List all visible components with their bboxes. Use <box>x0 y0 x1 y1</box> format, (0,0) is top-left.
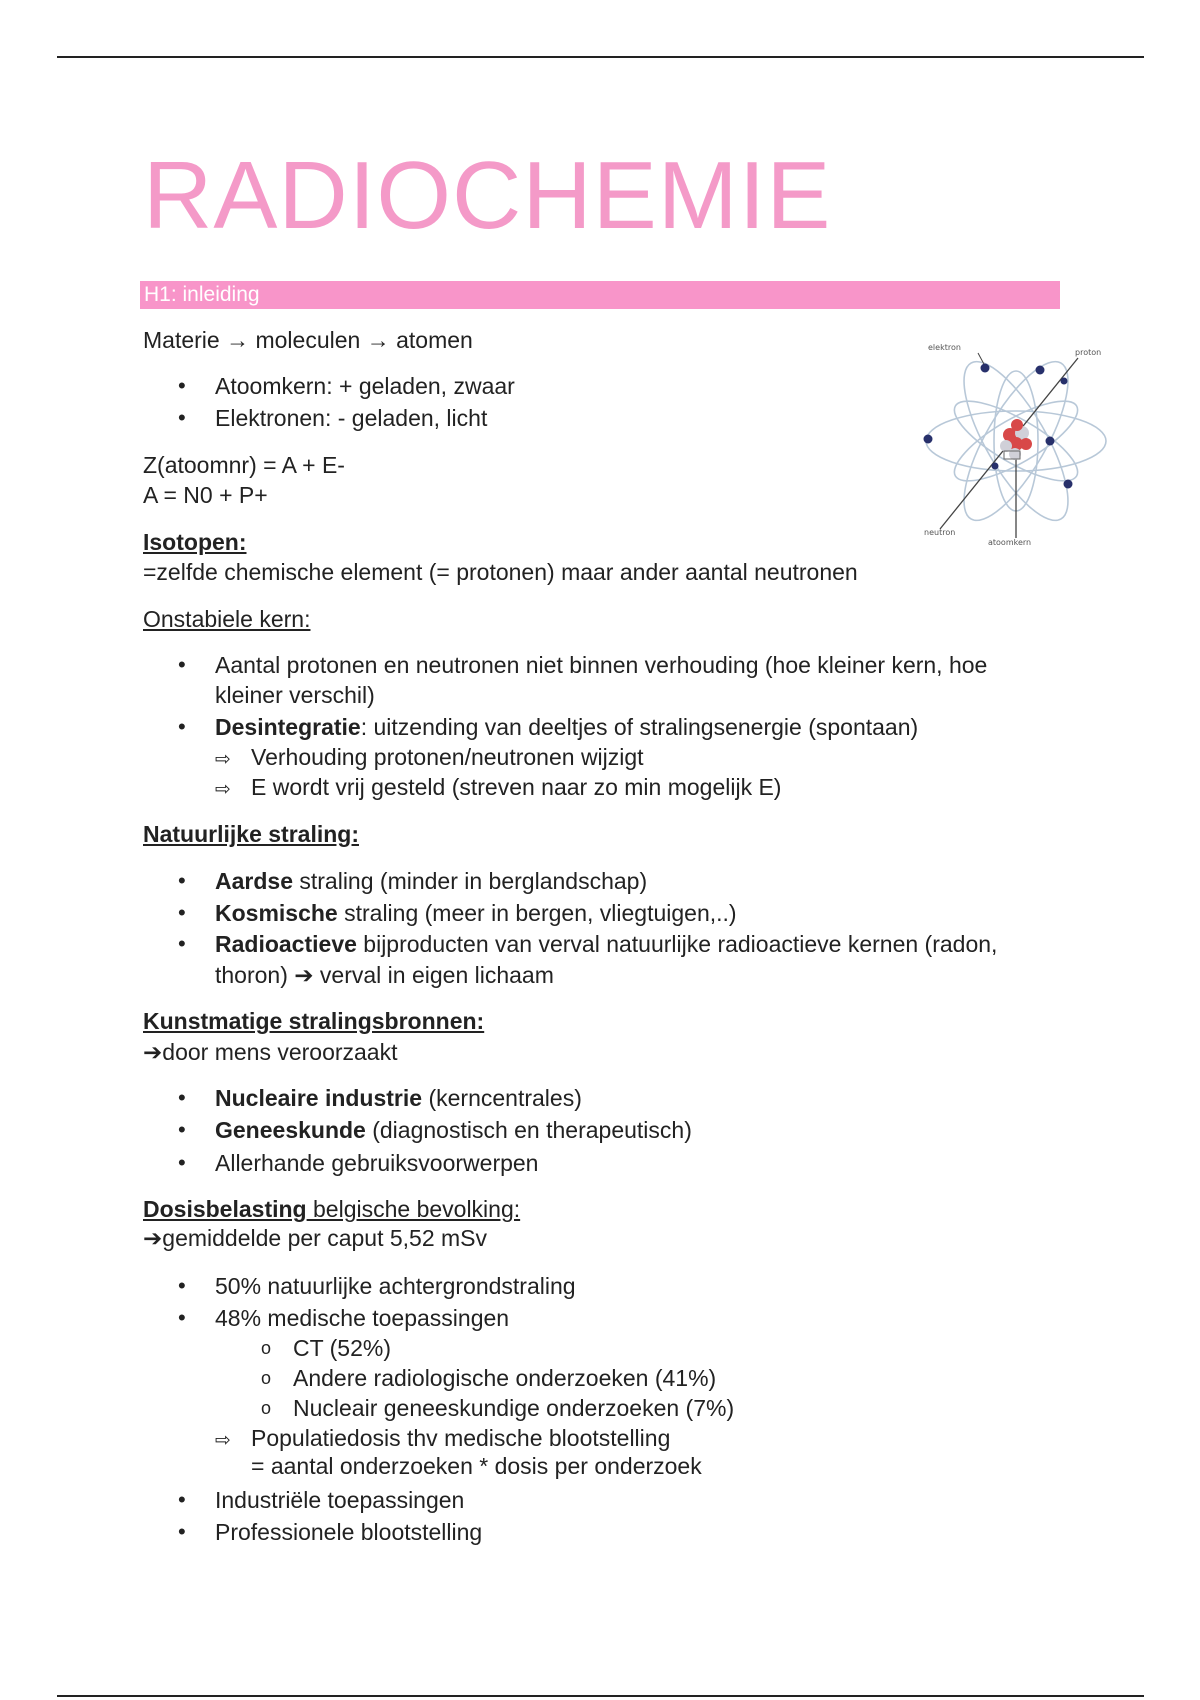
sub-list-item: o Nucleair geneeskundige onderzoeken (7%) <box>293 1393 734 1423</box>
top-rule <box>57 56 1144 58</box>
term-bold: Desintegratie <box>215 714 361 740</box>
list-item: • 50% natuurlijke achtergrondstraling <box>215 1271 576 1301</box>
list-item <box>215 1083 582 1113</box>
neutron-label: neutron <box>924 528 956 537</box>
list-item: • Industriële toepassingen <box>215 1485 464 1515</box>
bottom-rule <box>57 1695 1144 1697</box>
kunstmatig-heading: Kunstmatige stralingsbronnen: <box>143 1008 485 1034</box>
list-item <box>215 898 737 928</box>
sub-list-item: o Andere radiologische onderzoeken (41%) <box>293 1363 716 1393</box>
page-title: RADIOCHEMIE <box>143 142 832 249</box>
term-bold: Radioactieve <box>215 931 357 957</box>
list-item <box>215 1115 692 1145</box>
nucleus-label: atoomkern <box>988 538 1032 547</box>
arrow-icon: ⇨ <box>215 1430 231 1451</box>
list-item-continuation: kleiner verschil) <box>215 682 375 708</box>
proton-label: proton <box>1075 348 1102 357</box>
section-header: H1: inleiding <box>140 281 1060 309</box>
arrow-item-continuation: = aantal onderzoeken * dosis per onderzoek <box>251 1453 702 1479</box>
list-item: • Allerhande gebruiksvoorwerpen <box>215 1148 538 1178</box>
atom-diagram <box>918 333 1118 558</box>
kunstmatig-subline: ➔door mens veroorzaakt <box>143 1039 398 1065</box>
list-item <box>215 866 647 896</box>
arrow-item-text: E wordt vrij gesteld (streven naar zo min mogelijk E) <box>251 774 782 800</box>
list-item-text: bijproducten van verval natuurlijke radioactieve kernen (radon, <box>356 931 998 957</box>
list-item: • 48% medische toepassingen <box>215 1303 509 1333</box>
term-bold: Aardse <box>215 868 293 894</box>
list-item-continuation: thoron) ➔ verval in eigen lichaam <box>215 962 554 988</box>
isotopen-text: =zelfde chemische element (= protonen) maar ander aantal neutronen <box>143 559 858 585</box>
arrow-icon: ⇨ <box>215 779 231 800</box>
electron-label: elektron <box>928 343 961 352</box>
dosis-subline: ➔gemiddelde per caput 5,52 mSv <box>143 1225 488 1251</box>
list-item <box>215 712 918 742</box>
list-item: • Atoomkern: + geladen, zwaar <box>215 371 515 401</box>
formula-z: Z(atoomnr) = A + E- <box>143 452 345 478</box>
nucleus <box>1000 419 1032 460</box>
arrow-item-text: Populatiedosis thv medische blootstelling <box>251 1425 671 1451</box>
list-item-text: straling (minder in berglandschap) <box>292 868 648 894</box>
arrow-item-text: Verhouding protonen/neutronen wijzigt <box>251 744 644 770</box>
heading-text: belgische bevolking: <box>306 1196 521 1222</box>
formula-a: A = N0 + P+ <box>143 482 268 508</box>
term-bold: Kosmische <box>215 900 338 926</box>
arrow-icon: ⇨ <box>215 749 231 770</box>
intro-line: Materie → moleculen → atomen <box>143 327 473 353</box>
list-item-text: (diagnostisch en therapeutisch) <box>365 1117 692 1143</box>
sub-list-item: o CT (52%) <box>293 1333 391 1363</box>
arrow-item <box>215 772 781 805</box>
onstabiel-heading: Onstabiele kern: <box>143 606 311 632</box>
term-bold: Dosisbelasting <box>143 1196 307 1222</box>
list-item: • Elektronen: - geladen, licht <box>215 403 487 433</box>
arrow-item <box>215 742 644 775</box>
natuurlijk-heading: Natuurlijke straling: <box>143 821 359 847</box>
list-item <box>215 929 997 959</box>
term-bold: Nucleaire industrie <box>215 1085 423 1111</box>
isotopen-heading: Isotopen: <box>143 529 247 555</box>
list-item-text: Aantal protonen en neutronen niet binnen verhouding (hoe kleiner kern, hoe <box>215 652 988 678</box>
list-item-text: : uitzending van deeltjes of stralingsenergie (spontaan) <box>360 714 919 740</box>
list-item-text: (kerncentrales) <box>422 1085 582 1111</box>
list-item <box>215 650 987 680</box>
list-item: • Professionele blootstelling <box>215 1517 482 1547</box>
list-item-text: straling (meer in bergen, vliegtuigen,..) <box>337 900 737 926</box>
dosis-heading <box>143 1194 520 1224</box>
term-bold: Geneeskunde <box>215 1117 366 1143</box>
